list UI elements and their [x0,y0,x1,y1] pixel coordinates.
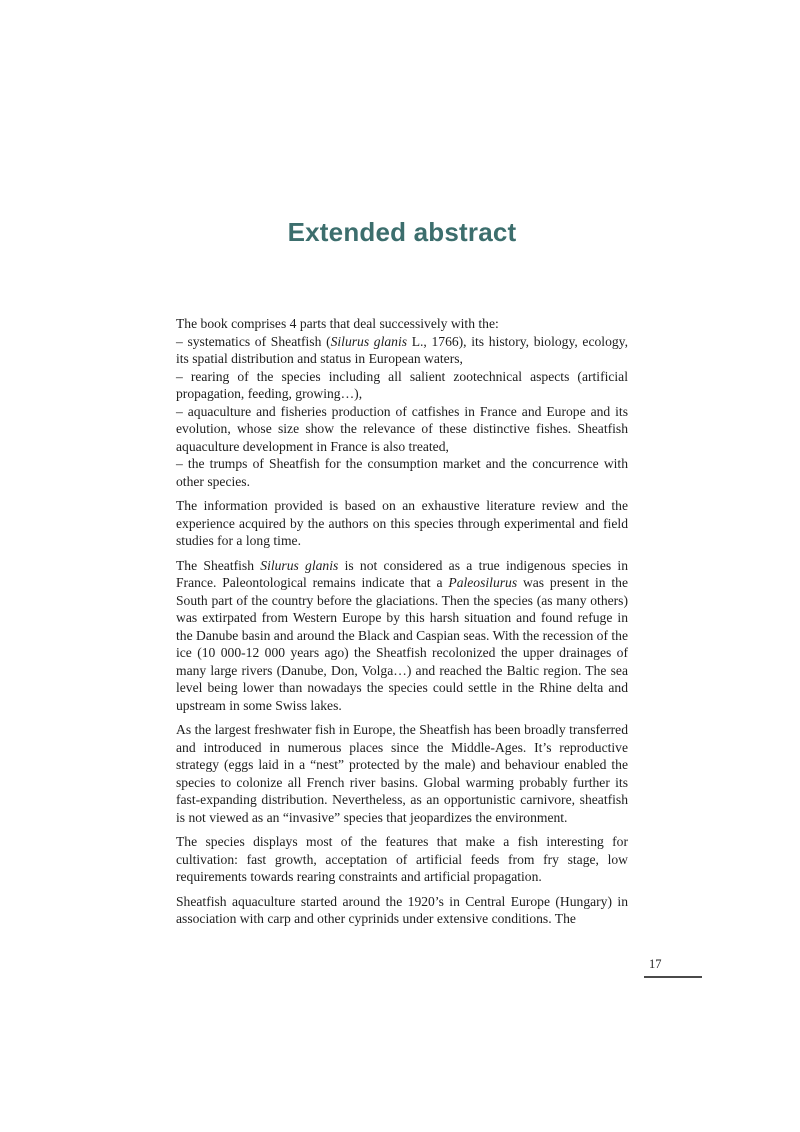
text-run: L., 1766), its history, biology, ecology, its spatial distribution and status in European waters, [176,333,628,366]
page-title: Extended abstract [287,217,517,247]
paragraph [176,557,628,715]
paragraph [176,455,628,490]
text-run: The information provided is based on an exhaustive literature review and the experience acquired by the authors on this species through experimental and field studies for a long time. [176,498,628,548]
text-run: – systematics of Sheatfish ( [176,333,331,349]
text-run: – aquaculture and fisheries production of catfishes in France and Europe and its evolution, whose size show the relevance of these distinctive fishes. Sheatfish aquaculture development in France is also treated, [176,403,628,454]
text-run: was present in the South part of the country before the glaciations. Then the species (as many others) was extirpated from Western Europe by this harsh situation and found refuge in the Danube basin and around the Black and Caspian seas. With the recession of the ice (10 000-12 000 years ago) the Sheatfish recolonized the upper drainages of many large rivers (Danube, Don, Volga…) and reached the Baltic region. The sea level being lower than nowadays the species could settle in the Rhine delta and upstream in some Swiss lakes. [176,575,629,713]
footer-rule [644,976,702,978]
text-run: The species displays most of the features that make a fish interesting for cultivation: fast growth, acceptation of artificial feeds from fry stage, low requirements towards rearing constraints and artificial propagation. [176,834,628,884]
paragraph [176,497,628,550]
text-run: – the trumps of Sheatfish for the consumption market and the concurrence with other species. [176,456,628,489]
text-run: As the largest freshwater fish in Europe, the Sheatfish has been broadly transferred and introduced in numerous places since the Middle-Ages. It’s reproductive strategy (eggs laid in a “nest” protected by the male) and behaviour enabled the species to colonize all French river basins. Global warming probably further its fast-expanding distribution. Nevertheless, as an opportunistic carnivore, sheatfish is not viewed as an “invasive” species that jeopardizes the environment. [176,722,628,825]
paragraph [176,368,628,403]
species-name-italic: Paleosilurus [448,575,518,590]
paragraph [176,403,628,456]
text-run: is not considered as a true indigenous species in France. Paleontological remains indicate that a [176,557,628,590]
text-run: Sheatfish aquaculture started around the 1920’s in Central Europe (Hungary) in association with carp and other cyprinids under extensive conditions. The [176,893,628,926]
paragraph [176,333,628,368]
paragraph [176,893,628,928]
species-name-italic: Silurus glanis [330,333,408,349]
paragraph [176,833,628,886]
text-run: – rearing of the species including all salient zootechnical aspects (artificial propagation, feeding, growing…), [176,368,628,401]
abstract-text [176,315,628,928]
paragraph [176,721,628,826]
text-run: The book comprises 4 parts that deal successively with the: [176,316,499,331]
page-footer [644,956,702,978]
text-run: The Sheatfish [176,557,261,573]
paragraph [176,315,628,333]
species-name-italic: Silurus glanis [260,557,339,573]
page-number: 17 [649,957,662,971]
